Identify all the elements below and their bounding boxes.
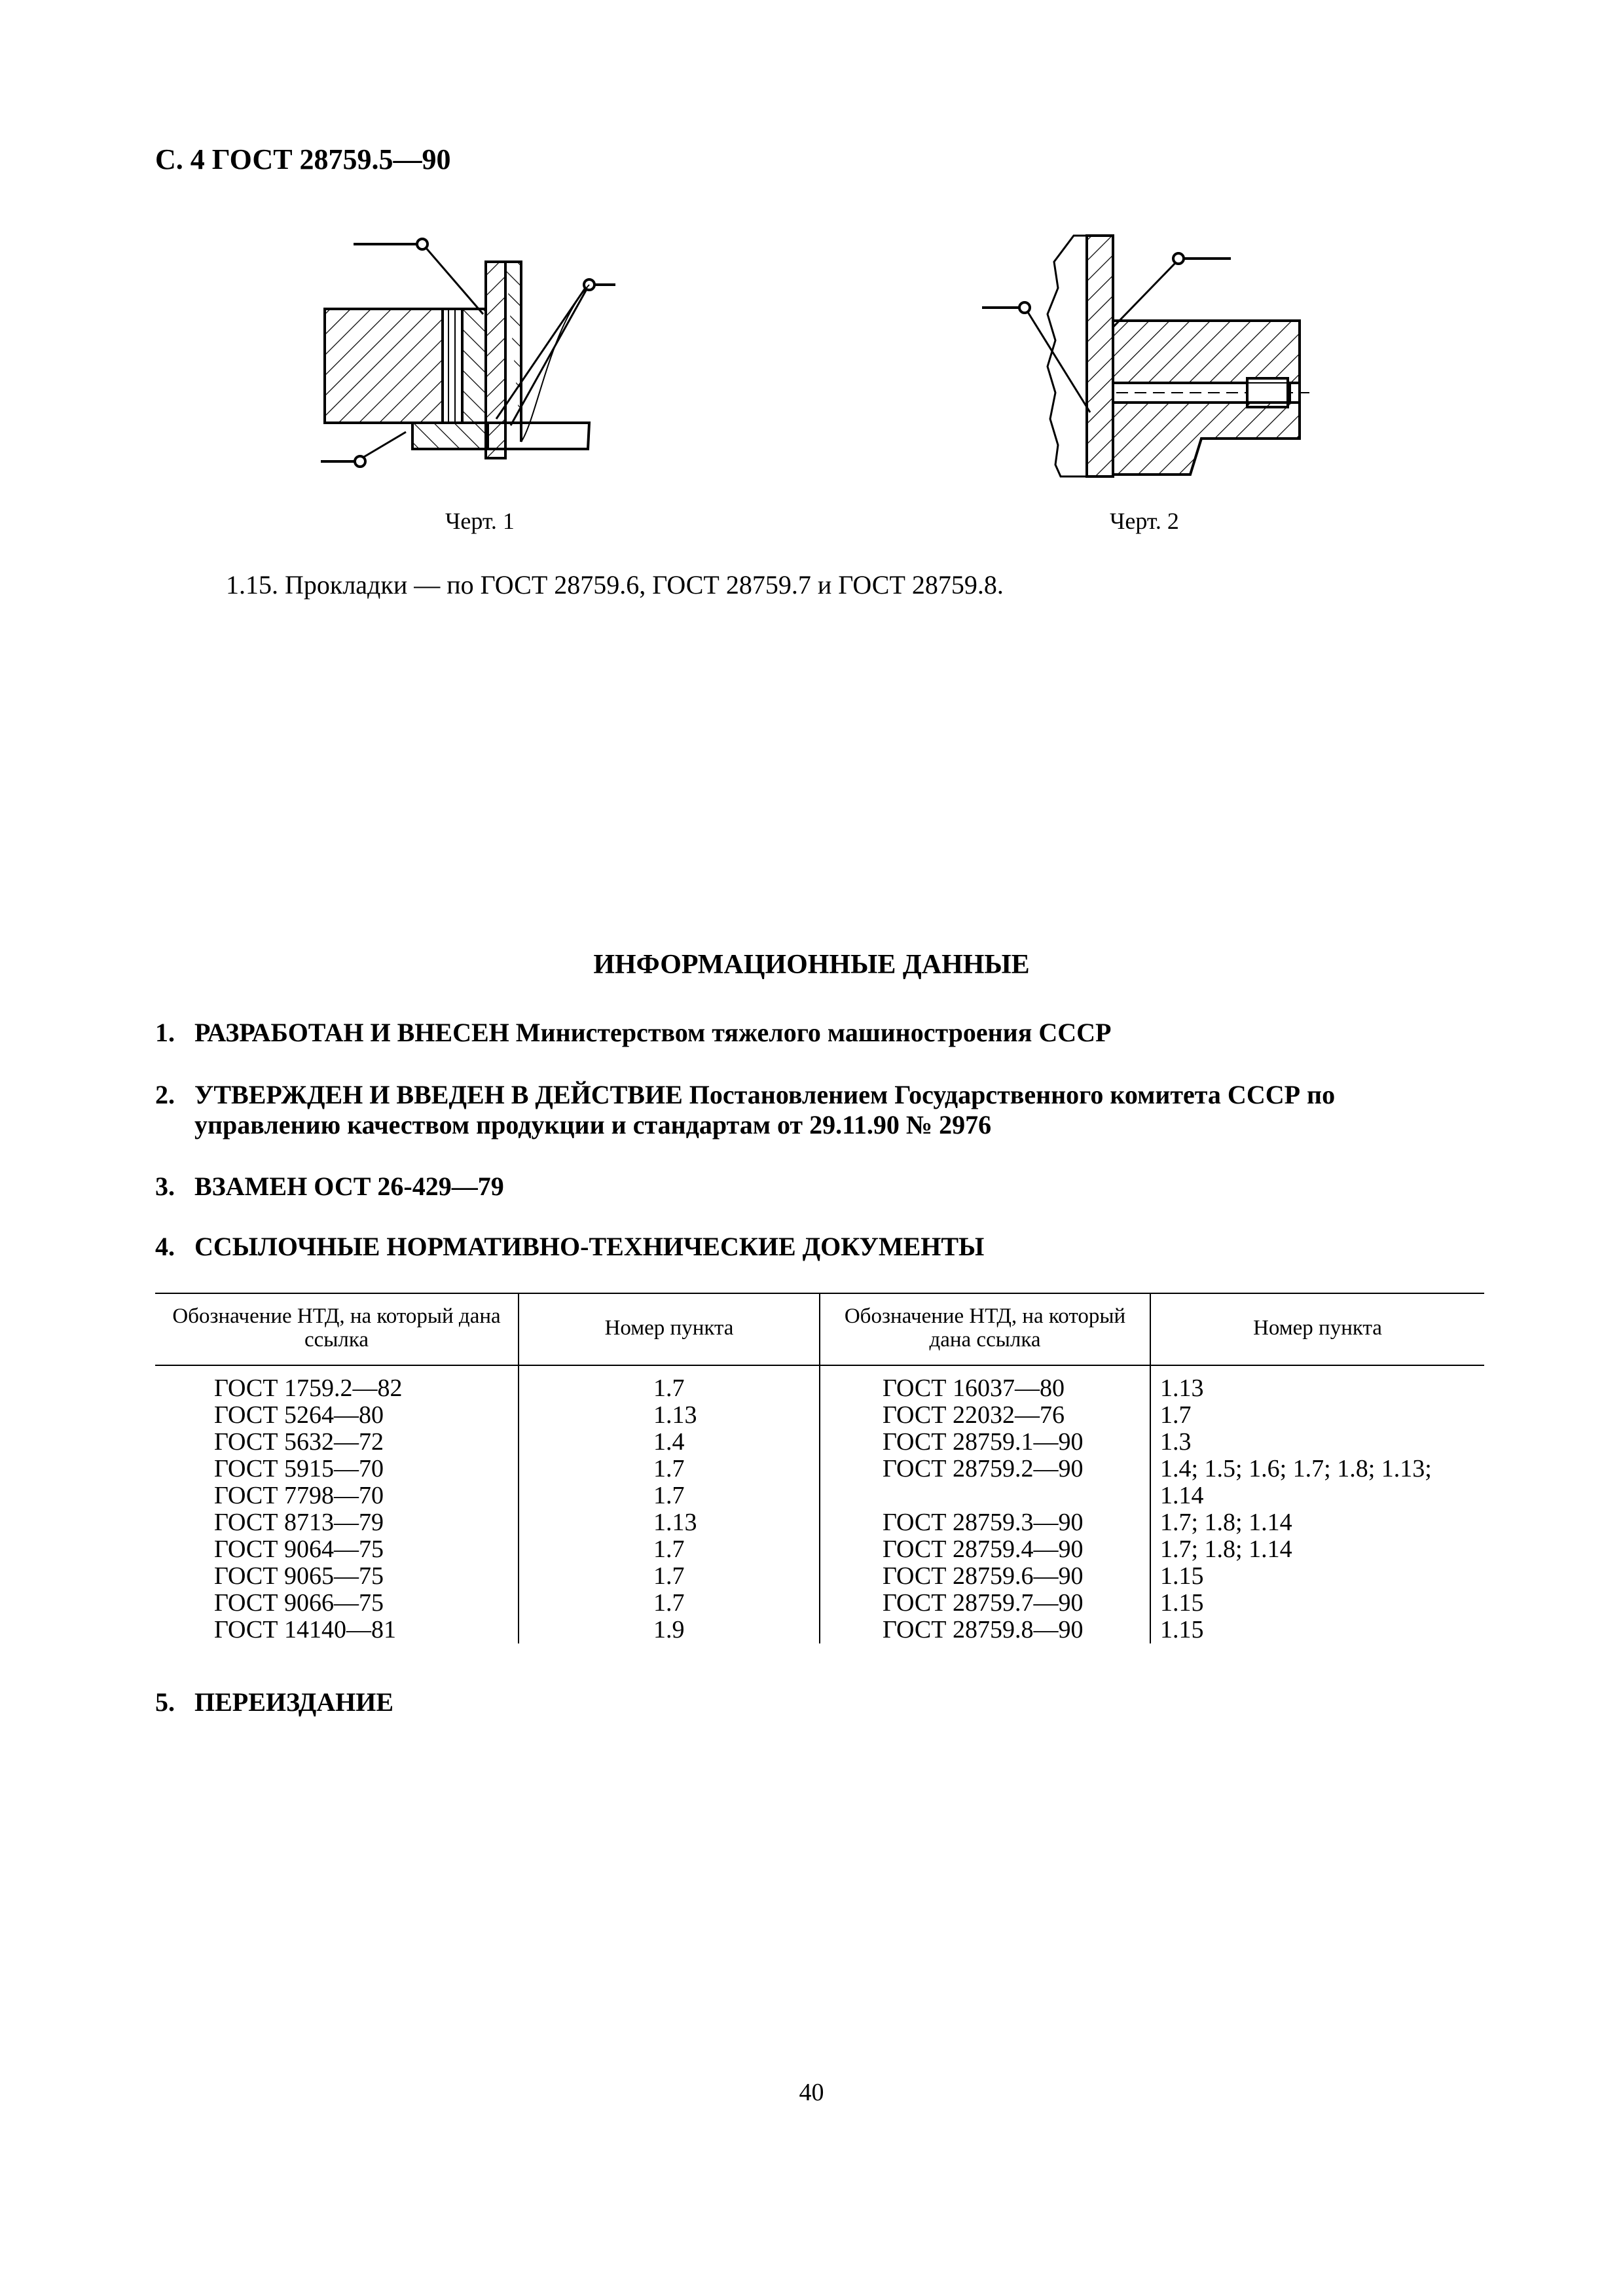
table-cell: ГОСТ 28759.1—90 — [820, 1429, 1150, 1456]
figure-2-caption: Черт. 2 — [1110, 508, 1179, 534]
table-cell: 1.7; 1.8; 1.14 — [1150, 1536, 1484, 1563]
table-cell: 1.4 — [519, 1429, 820, 1456]
info-item-1 — [155, 1018, 1484, 1048]
table-cell: 1.7 — [519, 1365, 820, 1402]
info-item-number: 4. — [155, 1232, 175, 1261]
table-cell: 1.7 — [519, 1482, 820, 1509]
info-item-2 — [155, 1080, 1484, 1140]
table-cell: ГОСТ 28759.2—90 — [820, 1456, 1150, 1482]
table-row — [155, 1563, 1484, 1590]
table-cell: 1.14 — [1150, 1482, 1484, 1509]
page-header: С. 4 ГОСТ 28759.5—90 — [155, 143, 451, 175]
table-cell: ГОСТ 28759.8—90 — [820, 1617, 1150, 1643]
table-row — [155, 1456, 1484, 1482]
info-item-text: ПЕРЕИЗДАНИЕ — [194, 1687, 394, 1717]
info-item-number: 1. — [155, 1018, 175, 1047]
info-item-number: 3. — [155, 1172, 175, 1201]
table-cell: 1.9 — [519, 1617, 820, 1643]
table-cell: ГОСТ 8713—79 — [214, 1509, 384, 1536]
table-cell: 1.15 — [1150, 1563, 1484, 1590]
table-cell: 1.15 — [1150, 1590, 1484, 1617]
drawing-2 — [982, 223, 1322, 484]
table-row — [155, 1590, 1484, 1617]
paragraph-1-15: 1.15. Прокладки — по ГОСТ 28759.6, ГОСТ 28759.7 и ГОСТ 28759.8. — [226, 570, 1004, 600]
table-cell: ГОСТ 28759.3—90 — [820, 1509, 1150, 1536]
table-cell: 1.7 — [519, 1590, 820, 1617]
info-item-3 — [155, 1172, 1484, 1202]
table-row — [155, 1429, 1484, 1456]
table-cell: ГОСТ 5915—70 — [214, 1455, 384, 1482]
header-ntd-designation: Обозначение НТД, на который дана ссылка — [155, 1293, 519, 1365]
reference-documents-table — [155, 1293, 1484, 1643]
table-cell: 1.15 — [1150, 1617, 1484, 1643]
table-row — [155, 1365, 1484, 1402]
table-cell: 1.4; 1.5; 1.6; 1.7; 1.8; 1.13; — [1150, 1456, 1484, 1482]
figure-1-caption: Черт. 1 — [445, 508, 515, 534]
table-cell: ГОСТ 9065—75 — [214, 1562, 384, 1590]
header-clause-number: Номер пункта — [1150, 1293, 1484, 1365]
table-cell: 1.7 — [519, 1536, 820, 1563]
table-row — [155, 1482, 1484, 1509]
table-row — [155, 1617, 1484, 1643]
info-section-title: ИНФОРМАЦИОННЫЕ ДАННЫЕ — [593, 950, 1030, 980]
header-clause-number: Номер пункта — [519, 1293, 820, 1365]
info-item-5 — [155, 1687, 1484, 1717]
page-number: 40 — [799, 2079, 824, 2106]
table-cell: 1.3 — [1150, 1429, 1484, 1456]
table-cell: 1.13 — [519, 1402, 820, 1429]
table-cell: ГОСТ 28759.6—90 — [820, 1563, 1150, 1590]
table-row — [155, 1509, 1484, 1536]
table-cell: ГОСТ 5632—72 — [214, 1428, 384, 1456]
table-cell: ГОСТ 28759.7—90 — [820, 1590, 1150, 1617]
table-cell: 1.13 — [1150, 1365, 1484, 1402]
table-cell: 1.7 — [519, 1563, 820, 1590]
info-item-text: РАЗРАБОТАН И ВНЕСЕН Министерством тяжелого машиностроения СССР — [194, 1018, 1112, 1047]
header-ntd-designation: Обозначение НТД, на который дана ссылка — [820, 1293, 1150, 1365]
table-cell: ГОСТ 28759.4—90 — [820, 1536, 1150, 1563]
info-item-number: 5. — [155, 1687, 175, 1717]
table-cell: ГОСТ 14140—81 — [214, 1616, 396, 1643]
table-row — [155, 1402, 1484, 1429]
table-cell: 1.7 — [1150, 1402, 1484, 1429]
info-item-text: ВЗАМЕН ОСТ 26-429—79 — [194, 1172, 504, 1201]
info-item-text: УТВЕРЖДЕН И ВВЕДЕН В ДЕЙСТВИЕ Постановлением Государственного комитета СССР по управлению качеством продукции и стандартам от 29.11.90 № 2976 — [194, 1080, 1336, 1139]
table-cell: ГОСТ 9064—75 — [214, 1535, 384, 1563]
info-item-4 — [155, 1232, 1484, 1262]
table-cell: ГОСТ 1759.2—82 — [214, 1374, 403, 1402]
table-cell: ГОСТ 7798—70 — [214, 1482, 384, 1509]
table-cell: 1.13 — [519, 1509, 820, 1536]
drawing-1 — [314, 223, 615, 478]
table-cell: ГОСТ 9066—75 — [214, 1589, 384, 1617]
table-cell: ГОСТ 22032—76 — [820, 1402, 1150, 1429]
table-cell: ГОСТ 5264—80 — [214, 1401, 384, 1429]
table-header-row — [155, 1293, 1484, 1365]
table-row — [155, 1536, 1484, 1563]
table-cell: 1.7; 1.8; 1.14 — [1150, 1509, 1484, 1536]
info-item-text: ССЫЛОЧНЫЕ НОРМАТИВНО-ТЕХНИЧЕСКИЕ ДОКУМЕНТЫ — [194, 1232, 985, 1261]
table-cell: 1.7 — [519, 1456, 820, 1482]
info-item-number: 2. — [155, 1080, 175, 1109]
table-cell — [820, 1482, 1150, 1509]
table-cell: ГОСТ 16037—80 — [820, 1365, 1150, 1402]
